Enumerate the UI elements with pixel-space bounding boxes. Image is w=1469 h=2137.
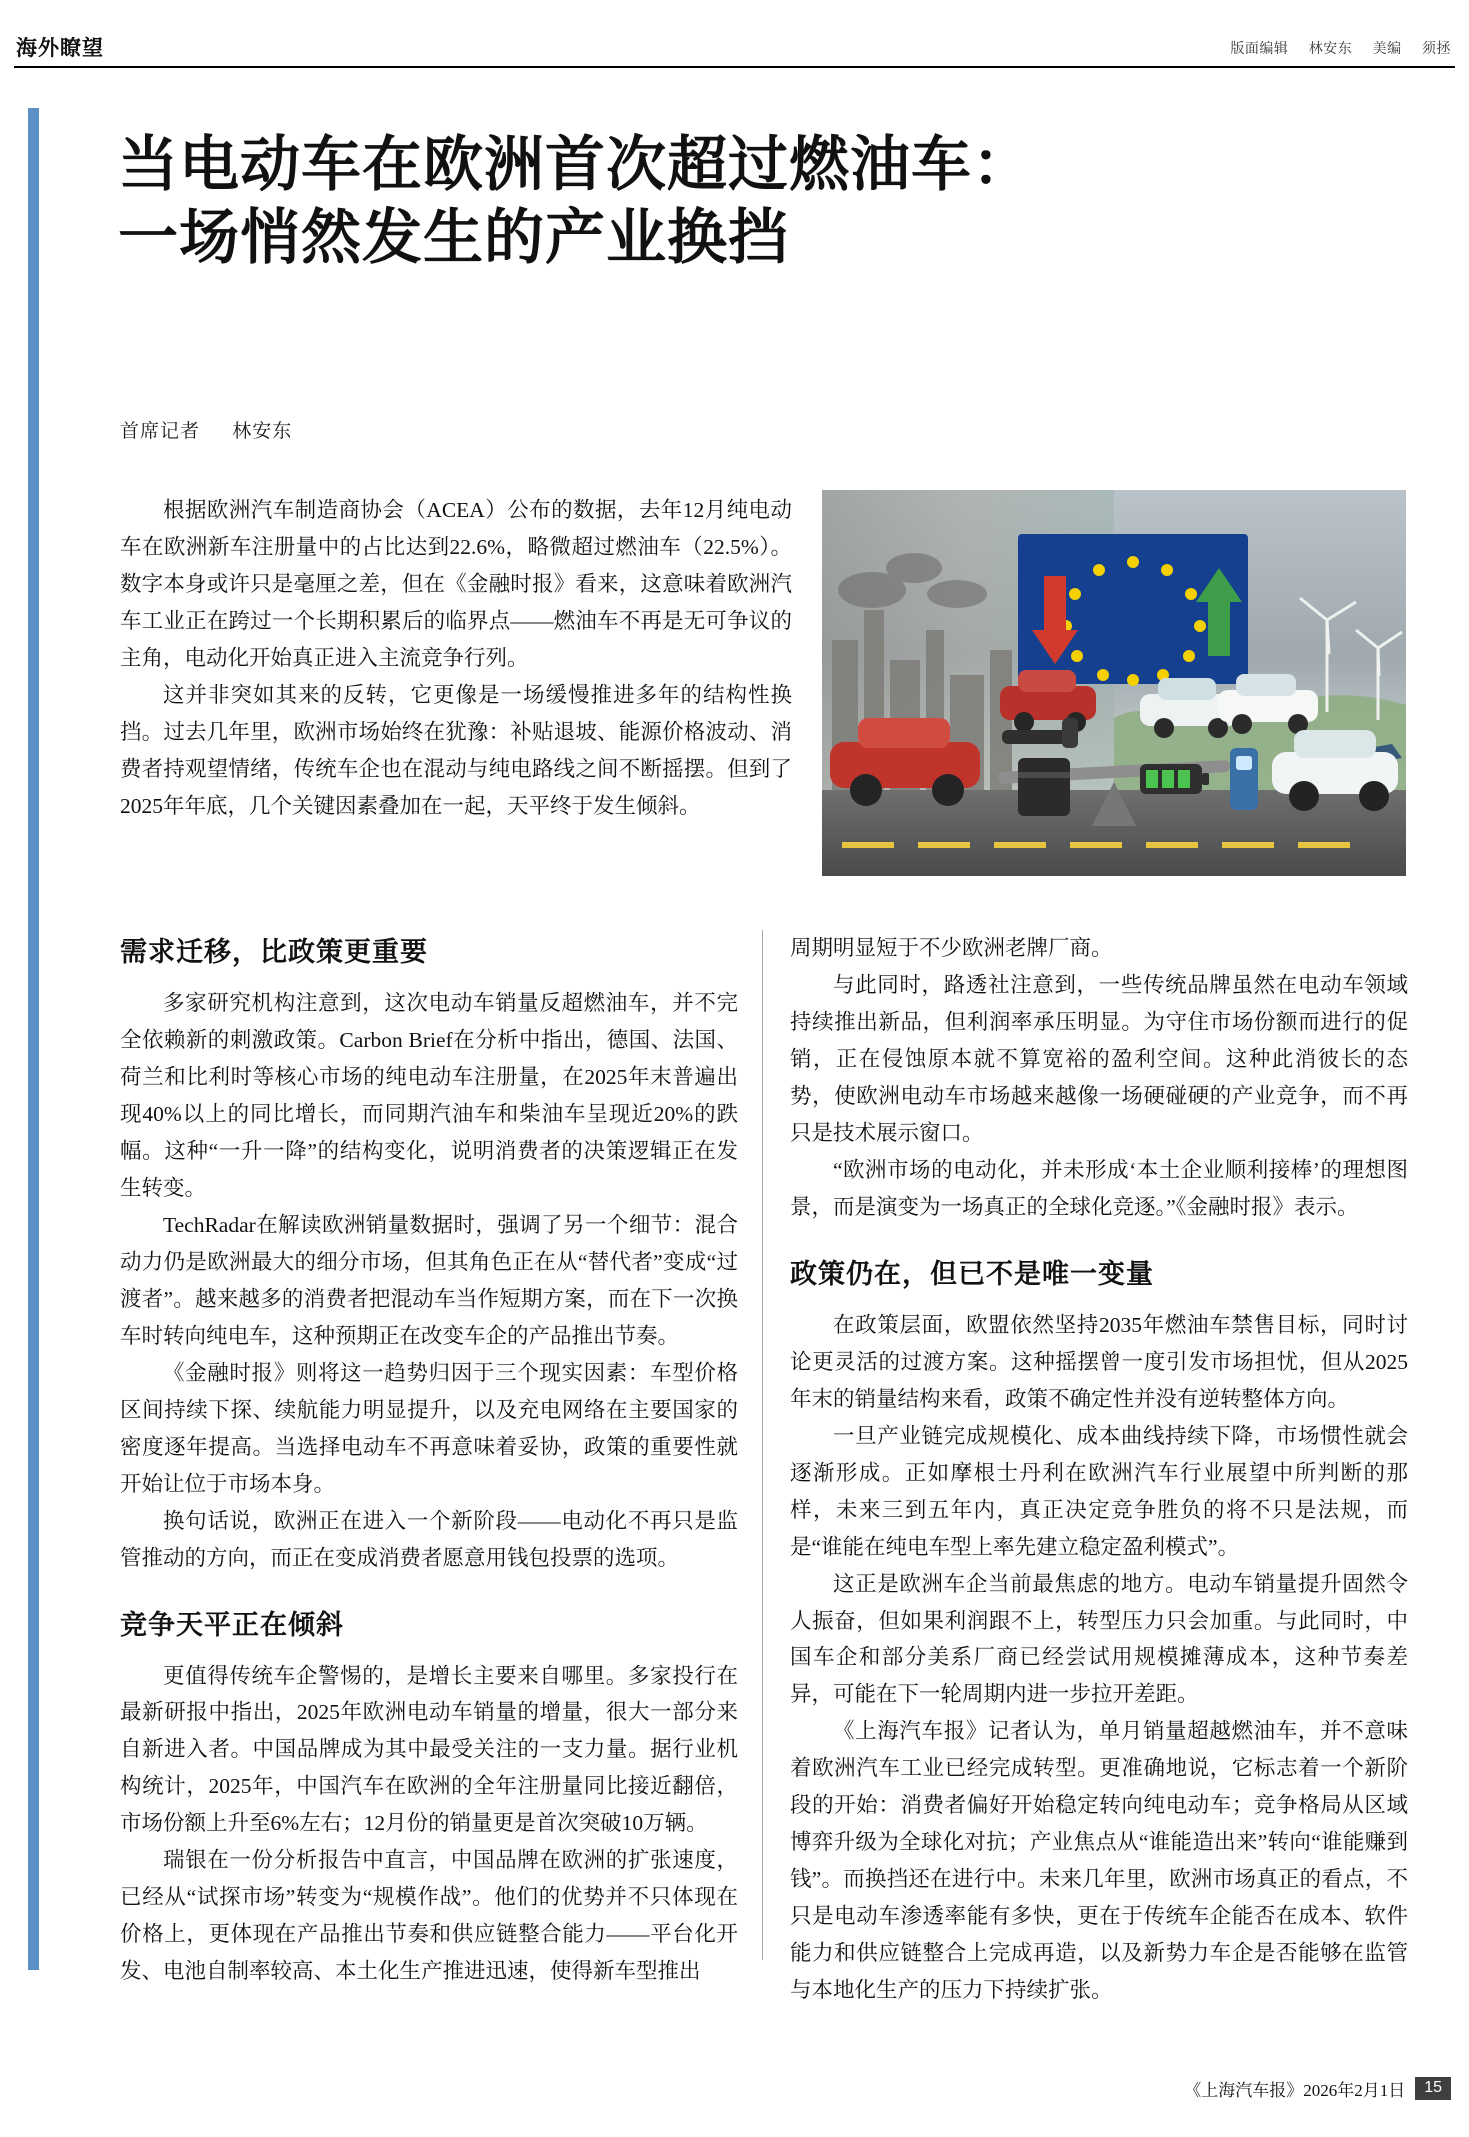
left-paragraph-4: 换句话说，欧洲正在进入一个新阶段——电动化不再只是监管推动的方向，而正在变成消费者愿意用钱包投票的选项。 <box>120 1508 738 1570</box>
left-paragraph-1: 多家研究机构注意到，这次电动车销量反超燃油车，并不完全依赖新的刺激政策。Carbon Brief在分析中指出，德国、法国、荷兰和比利时等核心市场的纯电动车注册量，在2025年末普遍出现40%以上的同比增长，而同期汽油车和柴油车呈现近20%的跌幅。这种“一升一降”的结构变化，说明消费者的决策逻辑正在发生转变。 <box>120 991 738 1200</box>
page-number: 15 <box>1415 2077 1451 2100</box>
header-rule <box>14 66 1455 68</box>
credit-name-editor: 林安东 <box>1308 40 1353 56</box>
subhead-policy: 政策仍在，但已不是唯一变量 <box>790 1258 1154 1289</box>
right-paragraph-2: 与此同时，路透社注意到，一些传统品牌虽然在电动车领域持续推出新品，但利润率承压明显。为守住市场份额而进行的促销，正在侵蚀原本就不算宽裕的盈利空间。这种此消彼长的态势，使欧洲电动车市场越来越像一场硬碰硬的产业竞争，而不再只是技术展示窗口。 <box>790 972 1408 1145</box>
subhead-competition-balance: 竞争天平正在倾斜 <box>120 1609 344 1640</box>
right-paragraph-5: 一旦产业链完成规模化、成本曲线持续下降，市场惯性就会逐渐形成。正如摩根士丹利在欧洲汽车行业展望中所判断的那样，未来三到五年内，真正决定竞争胜负的将不只是法规，而是“谁能在纯电车型上率先建立稳定盈利模式”。 <box>790 1423 1408 1559</box>
masthead <box>0 22 1469 68</box>
credit-name-designer: 须拯 <box>1422 40 1451 56</box>
byline-role: 首席记者 <box>120 421 201 442</box>
lead-paragraphs <box>120 492 792 825</box>
credits <box>1214 38 1451 58</box>
right-paragraph-6: 这正是欧洲车企当前最焦虑的地方。电动车销量提升固然令人振奋，但如果利润跟不上，转型压力只会加重。与此同时，中国车企和部分美系厂商已经尝试用规模摊薄成本，这种节奏差异，可能在下一轮周期内进一步拉开差距。 <box>790 1571 1408 1707</box>
left-paragraph-3: 《金融时报》则将这一趋势归因于三个现实因素：车型价格区间持续下探、续航能力明显提升，以及充电网络在主要国家的密度逐年提高。当选择电动车不再意味着妥协，政策的重要性就开始让位于市场本身。 <box>120 1360 738 1496</box>
left-paragraph-6: 瑞银在一份分析报告中直言，中国品牌在欧洲的扩张速度，已经从“试探市场”转变为“规模作战”。他们的优势并不只体现在价格上，更体现在产品推出节奏和供应链整合能力——平台化开发、电池自制率较高、本土化生产推进迅速，使得新车型推出 <box>120 1848 738 1984</box>
credit-role-designer: 美编 <box>1372 40 1402 56</box>
article-body <box>120 930 1408 2003</box>
section-label: 海外瞭望 <box>16 37 104 60</box>
right-paragraph-3: “欧洲市场的电动化，并未形成‘本土企业顺利接棒’的理想图景，而是演变为一场真正的全球化竞逐。”《金融时报》表示。 <box>790 1157 1408 1219</box>
credit-role-editor: 版面编辑 <box>1230 40 1289 56</box>
title-line-1: 当电动车在欧洲首次超过燃油车： <box>118 131 1033 198</box>
column-divider <box>762 930 763 1960</box>
body-column-left <box>120 930 738 1990</box>
byline-name: 林安东 <box>232 421 293 442</box>
page-footer <box>1184 2076 1451 2101</box>
left-paragraph-5: 更值得传统车企警惕的，是增长主要来自哪里。多家投行在最新研报中指出，2025年欧洲电动车销量的增量，很大一部分来自新进入者。中国品牌成为其中最受关注的一支力量。据行业机构统计，2025年，中国汽车在欧洲的全年注册量同比接近翻倍，市场份额上升至6%左右；12月份的销量更是首次突破10万辆。 <box>120 1663 738 1836</box>
body-column-right <box>790 930 1408 2009</box>
title-line-2: 一场悄然发生的产业换挡 <box>118 204 789 272</box>
article-photo <box>822 490 1406 876</box>
page-title <box>118 128 1408 274</box>
right-paragraph-1: 周期明显短于不少欧洲老牌厂商。 <box>790 936 1113 960</box>
right-paragraph-7: 《上海汽车报》记者认为，单月销量超越燃油车，并不意味着欧洲汽车工业已经完成转型。更准确地说，它标志着一个新阶段的开始：消费者偏好开始稳定转向纯电动车；竞争格局从区域博弈升级为全球化对抗；产业焦点从“谁能造出来”转向“谁能赚到钱”。而换挡还在进行中。未来几年里，欧洲市场真正的看点，不只是电动车渗透率能有多快，更在于传统车企能否在成本、软件能力和供应链整合上完成再造，以及新势力车企是否能够在监管与本地化生产的压力下持续扩张。 <box>790 1719 1408 2003</box>
subhead-demand-shift: 需求迁移，比政策更重要 <box>120 937 428 967</box>
lead-paragraph-1: 根据欧洲汽车制造商协会（ACEA）公布的数据，去年12月纯电动车在欧洲新车注册量中的占比达到22.6%，略微超过燃油车（22.5%）。数字本身或许只是毫厘之差，但在《金融时报》看来，这意味着欧洲汽车工业正在跨过一个长期积累后的临界点——燃油车不再是无可争议的主角，电动化开始真正进入主流竞争行列。 <box>120 498 792 670</box>
footer-source: 《上海汽车报》2026年2月1日 <box>1184 2081 1406 2100</box>
byline <box>120 416 292 443</box>
left-paragraph-2: TechRadar在解读欧洲销量数据时，强调了另一个细节：混合动力仍是欧洲最大的细分市场，但其角色正在从“替代者”变成“过渡者”。越来越多的消费者把混动车当作短期方案，而在下一次换车时转向纯电车，这种预期正在改变车企的产品推出节奏。 <box>120 1212 738 1348</box>
right-paragraph-4: 在政策层面，欧盟依然坚持2035年燃油车禁售目标，同时讨论更灵活的过渡方案。这种摇摆曾一度引发市场担忧，但从2025年末的销量结构来看，政策不确定性并没有逆转整体方向。 <box>790 1312 1408 1411</box>
lead-paragraph-2: 这并非突如其来的反转，它更像是一场缓慢推进多年的结构性换挡。过去几年里，欧洲市场始终在犹豫：补贴退坡、能源价格波动、消费者持观望情绪，传统车企也在混动与纯电路线之间不断摇摆。但到了2025年年底，几个关键因素叠加在一起，天平终于发生倾斜。 <box>120 682 792 818</box>
accent-bar <box>28 108 39 1970</box>
article-photo-illustration <box>822 490 1406 876</box>
